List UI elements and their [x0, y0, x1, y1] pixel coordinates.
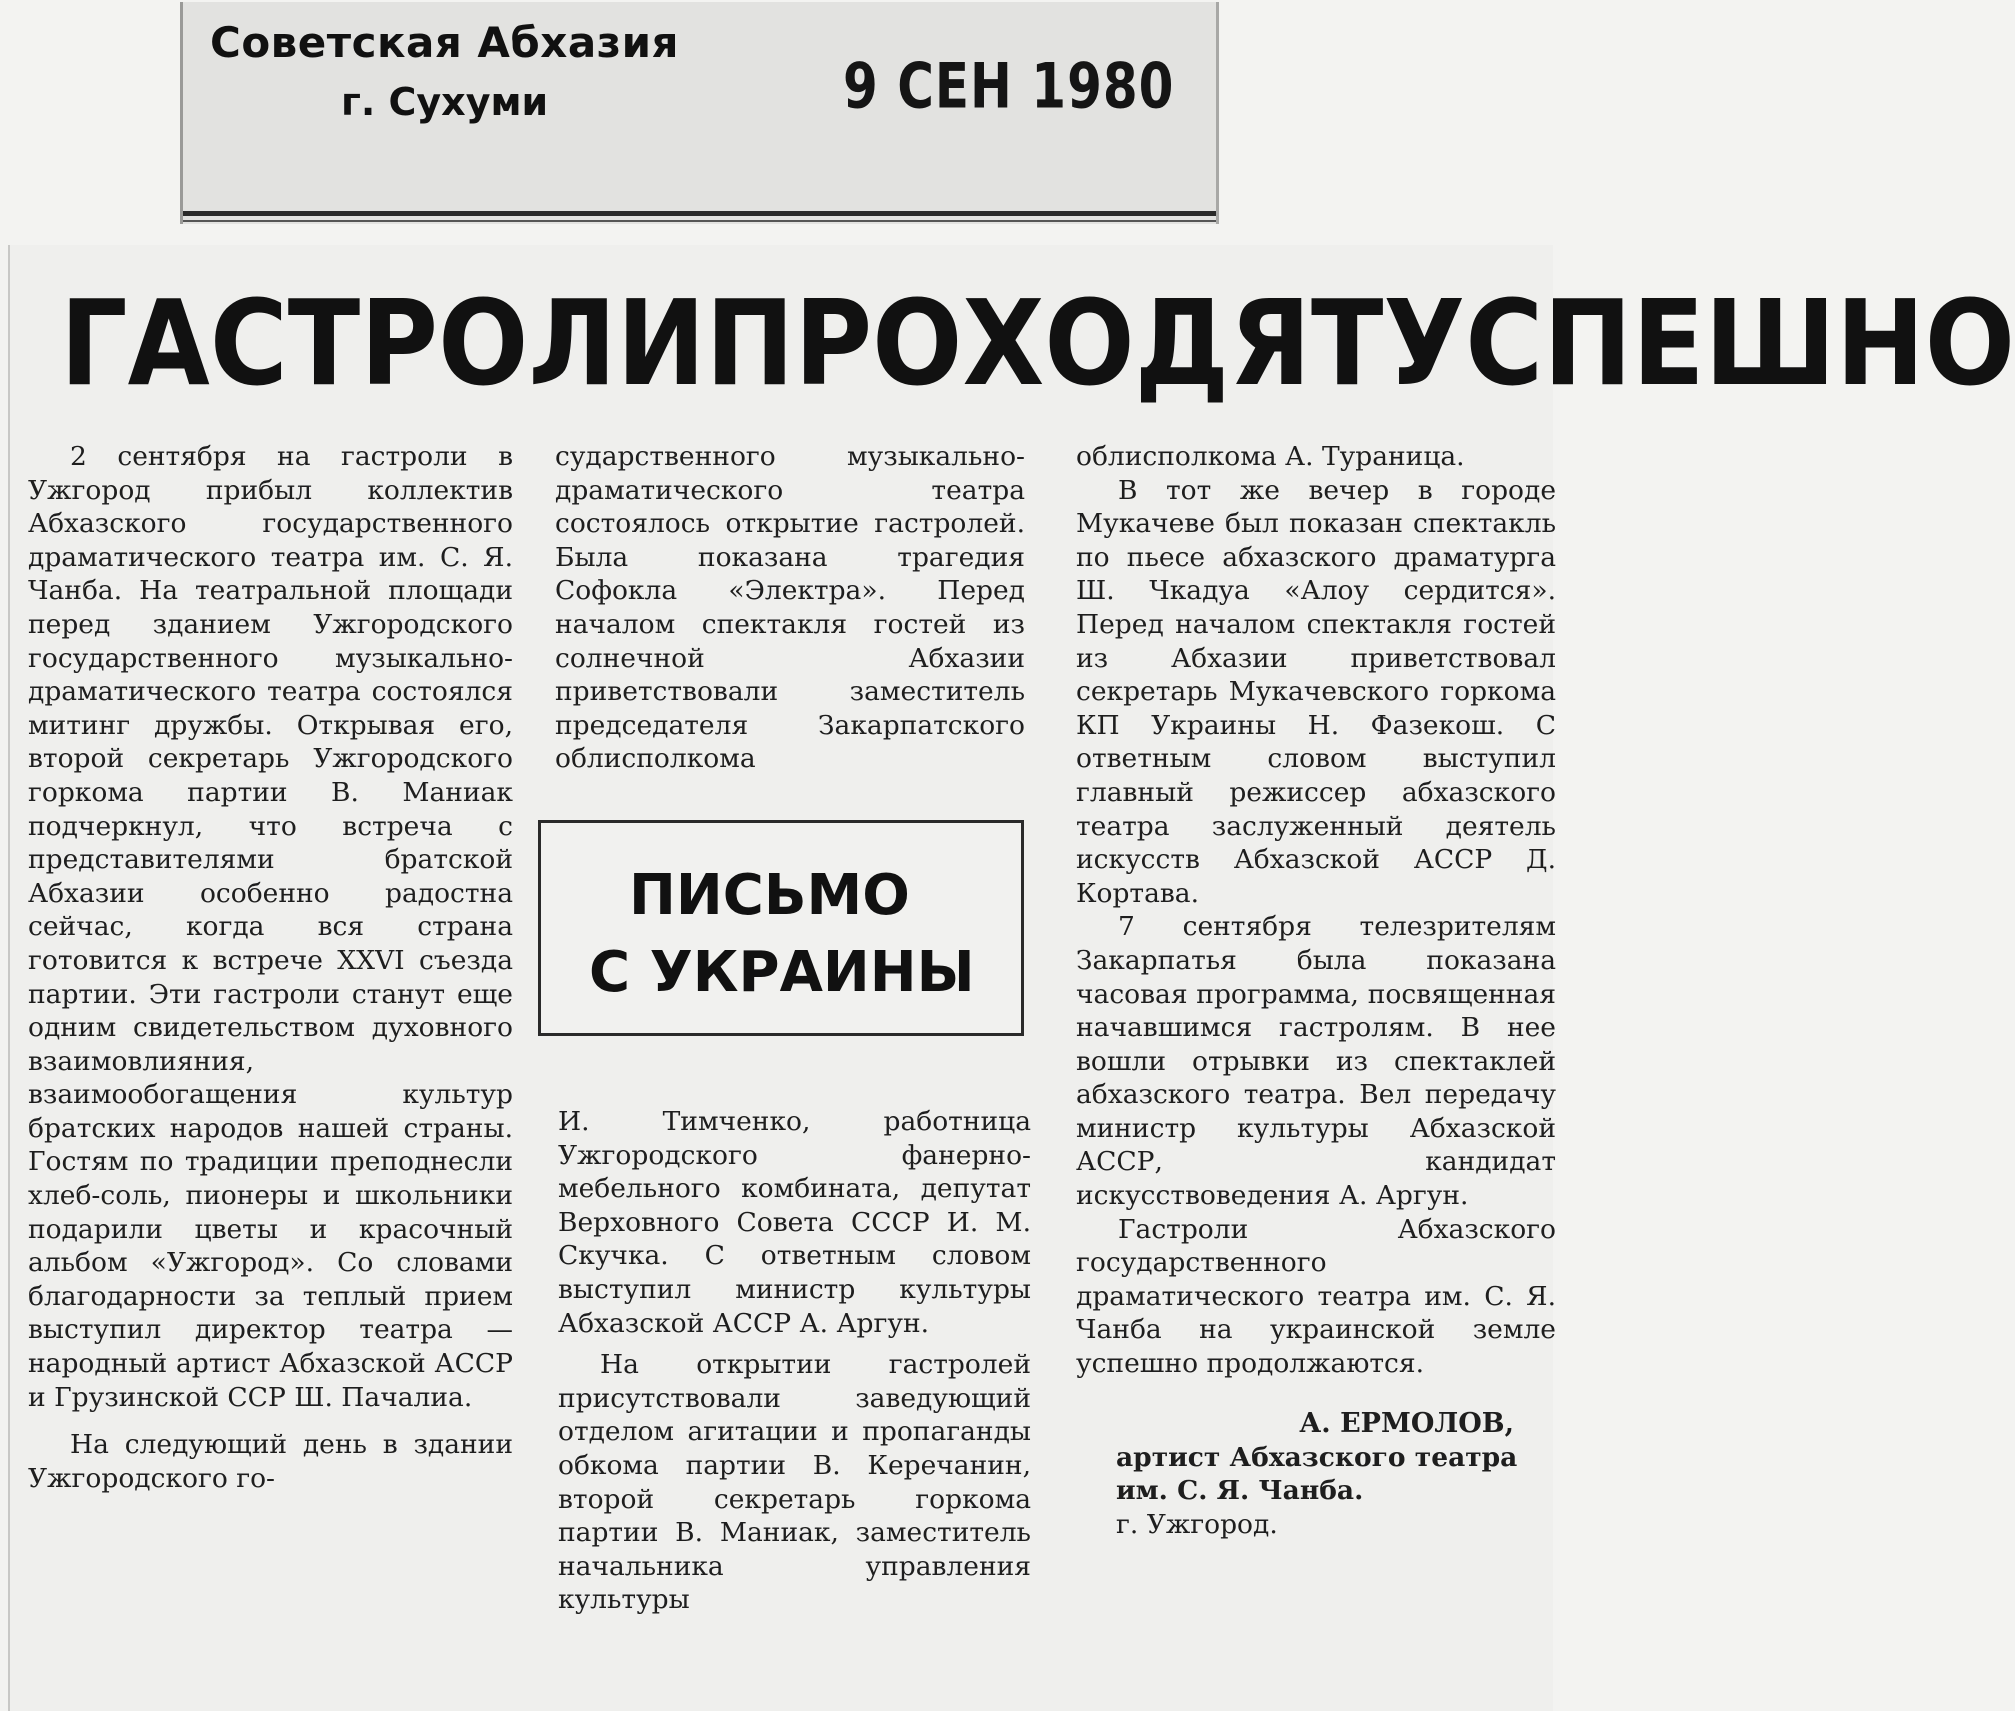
newspaper-name: Советская Абхазия — [210, 18, 679, 67]
author-role: артист Абхазского театра им. С. Я. Чанба. — [1116, 1441, 1518, 1507]
date-stamp: 9 СЕН 1980 — [843, 50, 1175, 123]
article-column-2-bottom — [558, 1105, 1031, 1617]
masthead-clipping — [180, 2, 1219, 224]
rubric-line-1: ПИСЬМО — [629, 863, 910, 928]
paragraph: В тот же вечер в городе Мукачеве был показан спектакль по пьесе абхазского драматурга Ш. Чкадуа «Алоу сердится». Перед началом спектакля гостей из Абхазии приветствовал секретарь Мукачевского горкома КП Украины Н. Фазекош. С ответным словом выступил главный режиссер абхазского театра заслуженный деятель искусств Абхазской АССР Д. Кортава. — [1076, 474, 1556, 909]
paragraph: Гастроли Абхазского государственного драматического театра им. С. Я. Чанба на украинской земле успешно продолжаются. — [1076, 1213, 1556, 1380]
paragraph: На следующий день в здании Ужгородского го- — [28, 1429, 513, 1494]
paragraph: 2 сентября на гастроли в Ужгород прибыл коллектив Абхазского государственного драматического театра им. С. Я. Чанба. На театральной площади перед зданием Ужгородского государственного музыкально-драматического театра состоялся митинг дружбы. Открывая его, второй секретарь Ужгородского горкома партии В. Маниак подчеркнул, что встреча с представителями братской Абхазии особенно радостна сейчас, когда вся страна готовится к встрече XXVI съезда партии. Эти гастроли станут еще одним свидетельством духовного взаимовлияния, взаимообогащения культур братских народов нашей страны. Гостям по традиции преподнесли хлеб-соль, пионеры и школьники подарили цветы и красочный альбом «Ужгород». Со словами благодарности за теплый прием выступил директор театра — народный артист Абхазской АССР и Грузинской ССР Ш. Пачалиа. — [28, 441, 513, 1413]
masthead-rule — [183, 211, 1216, 216]
paragraph: На открытии гастролей присутствовали заведующий отделом агитации и пропаганды обкома партии В. Керечанин, второй секретарь горкома партии В. Маниак, заместитель начальника управления культуры — [558, 1349, 1031, 1616]
paragraph: 7 сентября телезрителям Закарпатья была показана часовая программа, посвященная начавшимся гастролям. В нее вошли отрывки из спектаклей абхазского театра. Вел передачу министр культуры Абхазской АССР, кандидат искусствоведения А. Аргун. — [1076, 911, 1556, 1212]
headline-word-3: УСПЕШНО — [1383, 274, 2015, 412]
rubric-line-2: С УКРАИНЫ — [589, 940, 975, 1005]
paragraph: И. Тимченко, работница Ужгородского фанерно-мебельного комбината, депутат Верховного Совета СССР И. М. Скучка. С ответным словом выступил министр культуры Абхазской АССР А. Аргун. — [558, 1106, 1031, 1339]
article-column-2-top — [555, 440, 1025, 776]
article-column-1 — [28, 440, 513, 1495]
article-column-3 — [1076, 440, 1556, 1541]
headline-word-1: ГАСТРОЛИ — [60, 274, 706, 412]
newspaper-city: г. Сухуми — [341, 80, 549, 124]
paragraph: облисполкома А. Тураница. — [1076, 441, 1465, 472]
author-city: г. Ужгород. — [1116, 1508, 1278, 1540]
masthead-rule-thin — [183, 220, 1216, 222]
article-headline — [60, 274, 2015, 412]
rubric-box — [538, 820, 1024, 1036]
author-name: А. ЕРМОЛОВ, — [1299, 1407, 1514, 1439]
article-clipping — [8, 245, 2015, 1711]
paragraph: сударственного музыкально-драматического театра состоялось открытие гастролей. Была показана трагедия Софокла «Электра». Перед началом спектакля гостей из солнечной Абхазии приветствовали заместитель председателя Закарпатского облисполкома — [555, 441, 1025, 775]
headline-word-2: ПРОХОДЯТ — [705, 274, 1384, 412]
